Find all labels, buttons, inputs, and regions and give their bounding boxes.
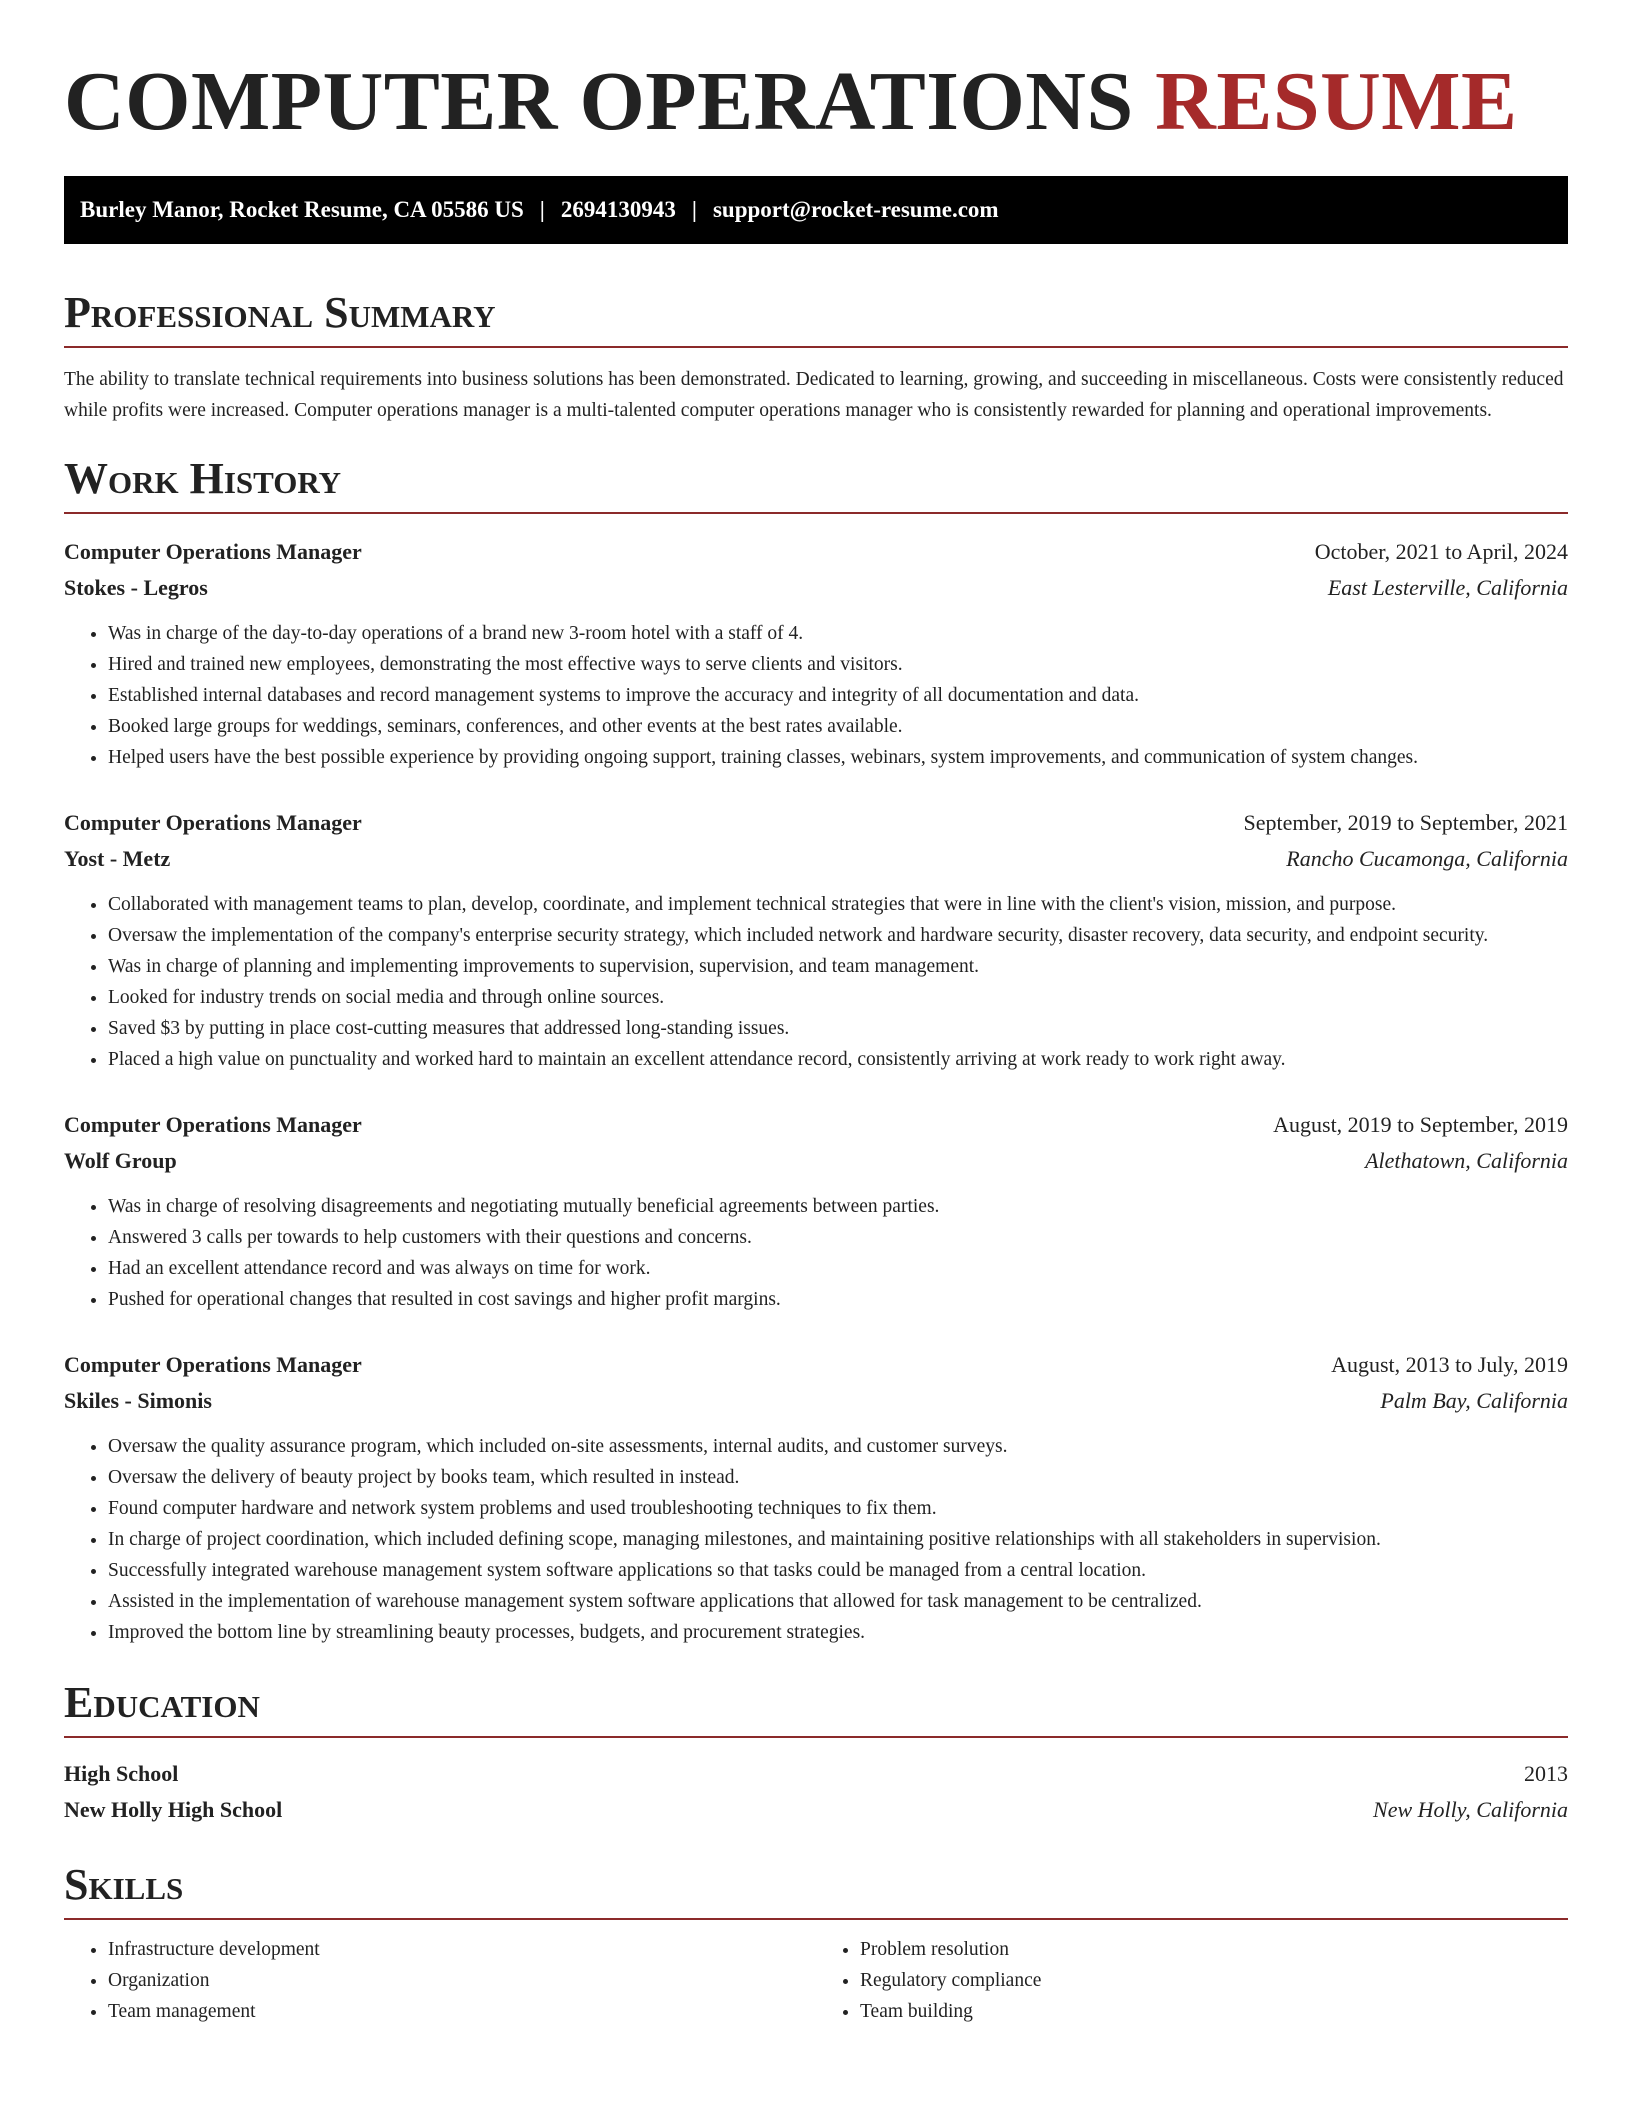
job-dates: September, 2019 to September, 2021	[1243, 810, 1568, 835]
education-year: 2013	[1524, 1761, 1568, 1786]
contact-separator: |	[691, 197, 697, 222]
job-bullet: • Helped users have the best possible experience by providing ongoing support, training classes, webinars, system improvements, and communication of system changes.	[108, 742, 1568, 773]
skill-item: • Problem resolution	[860, 1934, 1568, 1965]
skill-item: • Team management	[108, 1996, 816, 2027]
job-bullet: • Found computer hardware and network system problems and used troubleshooting techniques to fix them.	[108, 1493, 1568, 1524]
contact-email: support@rocket-resume.com	[712, 197, 999, 222]
job-bullet: • Oversaw the quality assurance program, which included on-site assessments, internal audits, and customer surveys.	[108, 1431, 1568, 1462]
job-bullet: • Placed a high value on punctuality and worked hard to maintain an excellent attendance record, consistently arriving at work ready to work right away.	[108, 1044, 1568, 1075]
job-bullet: • Answered 3 calls per towards to help customers with their questions and concerns.	[108, 1222, 1568, 1253]
resume-page	[64, 0, 1568, 2027]
contact-address: Burley Manor, Rocket Resume, CA 05586 US	[80, 197, 524, 222]
job-bullet: • Was in charge of the day-to-day operations of a brand new 3-room hotel with a staff of 4.	[108, 618, 1568, 649]
title-accent: RESUME	[1155, 55, 1518, 148]
education-school: New Holly High School	[64, 1797, 283, 1822]
section-heading-skills: Skills	[64, 1858, 1568, 1920]
job-location: Palm Bay, California	[1380, 1388, 1568, 1413]
job-location: Alethatown, California	[1365, 1148, 1568, 1173]
job-company: Skiles - Simonis	[64, 1388, 212, 1413]
job-bullet: • Looked for industry trends on social media and through online sources.	[108, 982, 1568, 1013]
job-dates: August, 2019 to September, 2019	[1273, 1112, 1568, 1137]
skills-column-left	[64, 1934, 816, 2027]
job-bullet: • Pushed for operational changes that resulted in cost savings and higher profit margins.	[108, 1284, 1568, 1315]
job-bullet: • Had an excellent attendance record and was always on time for work.	[108, 1253, 1568, 1284]
job-bullet: • Oversaw the implementation of the company's enterprise security strategy, which included network and hardware security, disaster recovery, data security, and endpoint security.	[108, 920, 1568, 951]
title-main: COMPUTER OPERATIONS	[64, 55, 1134, 148]
job-bullets	[64, 1431, 1568, 1648]
job-company: Yost - Metz	[64, 846, 171, 871]
job-bullets	[64, 1191, 1568, 1315]
job-bullet: • Saved $3 by putting in place cost-cutting measures that addressed long-standing issues.	[108, 1013, 1568, 1044]
job-entry	[64, 805, 1568, 1075]
job-bullet: • Was in charge of planning and implementing improvements to supervision, supervision, and team management.	[108, 951, 1568, 982]
skills-column-right	[816, 1934, 1568, 2027]
job-company: Stokes - Legros	[64, 575, 208, 600]
job-bullets	[64, 889, 1568, 1075]
resume-title	[64, 0, 1568, 152]
contact-bar	[64, 176, 1568, 244]
job-dates: October, 2021 to April, 2024	[1314, 539, 1568, 564]
section-heading-work-history: Work History	[64, 452, 1568, 514]
skill-item: • Regulatory compliance	[860, 1965, 1568, 1996]
job-bullets	[64, 618, 1568, 773]
job-bullet: • Hired and trained new employees, demonstrating the most effective ways to serve clients and visitors.	[108, 649, 1568, 680]
skill-item: • Team building	[860, 1996, 1568, 2027]
skill-item: • Infrastructure development	[108, 1934, 816, 1965]
job-bullet: • Assisted in the implementation of warehouse management system software applications that allowed for task management to be centralized.	[108, 1586, 1568, 1617]
job-title: Computer Operations Manager	[64, 539, 362, 564]
job-title: Computer Operations Manager	[64, 1112, 362, 1137]
job-company: Wolf Group	[64, 1148, 177, 1173]
contact-phone: 2694130943	[560, 197, 676, 222]
job-bullet: • Was in charge of resolving disagreements and negotiating mutually beneficial agreements between parties.	[108, 1191, 1568, 1222]
contact-separator: |	[539, 197, 545, 222]
job-bullet: • Established internal databases and record management systems to improve the accuracy and integrity of all documentation and data.	[108, 680, 1568, 711]
job-bullet: • Oversaw the delivery of beauty project by books team, which resulted in instead.	[108, 1462, 1568, 1493]
job-entry	[64, 1347, 1568, 1648]
work-history-list	[64, 534, 1568, 1648]
job-dates: August, 2013 to July, 2019	[1331, 1352, 1568, 1377]
education-entry	[64, 1756, 1568, 1828]
job-bullet: • Improved the bottom line by streamlining beauty processes, budgets, and procurement strategies.	[108, 1617, 1568, 1648]
job-location: Rancho Cucamonga, California	[1286, 846, 1568, 871]
job-bullet: • Booked large groups for weddings, seminars, conferences, and other events at the best rates available.	[108, 711, 1568, 742]
section-heading-summary: Professional Summary	[64, 286, 1568, 348]
job-title: Computer Operations Manager	[64, 810, 362, 835]
job-entry	[64, 1107, 1568, 1315]
job-bullet: • Collaborated with management teams to plan, develop, coordinate, and implement technical strategies that were in line with the client's vision, mission, and purpose.	[108, 889, 1568, 920]
education-degree: High School	[64, 1761, 179, 1786]
job-location: East Lesterville, California	[1327, 575, 1568, 600]
section-heading-education: Education	[64, 1676, 1568, 1738]
education-location: New Holly, California	[1373, 1797, 1568, 1822]
job-bullet: • Successfully integrated warehouse management system software applications so that tasks could be managed from a central location.	[108, 1555, 1568, 1586]
job-title: Computer Operations Manager	[64, 1352, 362, 1377]
job-entry	[64, 534, 1568, 773]
job-bullet: • In charge of project coordination, which included defining scope, managing milestones, and maintaining positive relationships with all stakeholders in supervision.	[108, 1524, 1568, 1555]
skill-item: • Organization	[108, 1965, 816, 1996]
summary-text: The ability to translate technical requirements into business solutions has been demonstrated. Dedicated to learning, growing, and succeeding in miscellaneous. Costs were consistently reduced while profits were increased. Computer operations manager is a multi-talented computer operations manager who is consistently rewarded for planning and operational improvements.	[64, 369, 1564, 421]
skills-list	[64, 1934, 1568, 2027]
